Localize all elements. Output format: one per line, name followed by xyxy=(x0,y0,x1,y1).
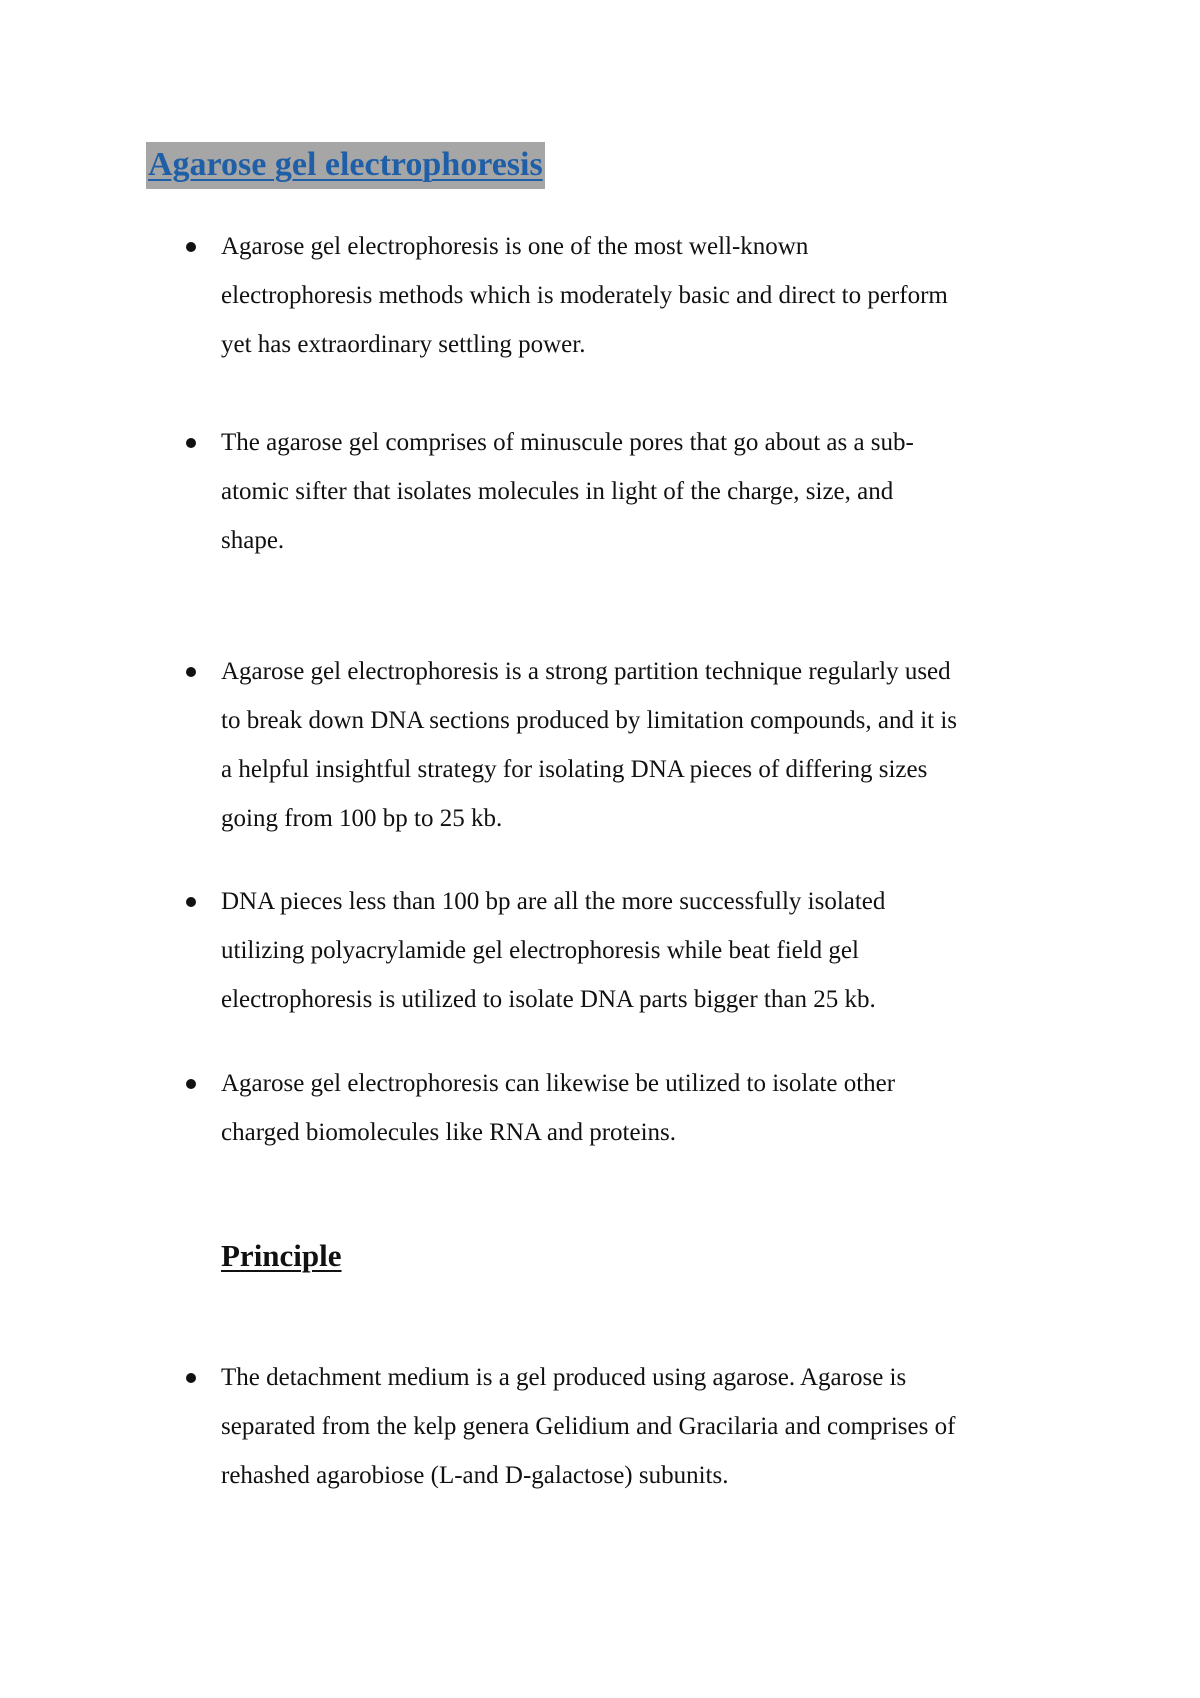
bullet-text: The detachment medium is a gel produced using agarose. Agarose is separated from the kelp genera Gelidium and Gracilaria and comprises of rehashed agarobiose (L-and D-galactose) subunits. xyxy=(221,1364,956,1489)
bullet-text: Agarose gel electrophoresis is one of the most well-known electrophoresis methods which is moderately basic and direct to perform yet has extraordinary settling power. xyxy=(221,233,948,358)
bullet-text: The agarose gel comprises of minuscule pores that go about as a sub- atomic sifter that isolates molecules in light of the charge, size, and shape. xyxy=(221,429,914,554)
bullet-dot-icon xyxy=(186,242,196,252)
document-title: Agarose gel electrophoresis xyxy=(146,142,545,189)
bullet-dot-icon xyxy=(186,438,196,448)
bullet-item xyxy=(186,222,1086,369)
bullet-dot-icon xyxy=(186,897,196,907)
bullet-item xyxy=(186,1059,1086,1157)
bullet-item xyxy=(186,418,1086,565)
bullet-item xyxy=(186,877,1086,1024)
bullet-dot-icon xyxy=(186,667,196,677)
bullet-dot-icon xyxy=(186,1373,196,1383)
bullet-text: Agarose gel electrophoresis is a strong partition technique regularly used to break down DNA sections produced by limitation compounds, and it is a helpful insightful strategy for isolating DNA pieces of differing sizes going from 100 bp to 25 kb. xyxy=(221,658,958,832)
bullet-text: DNA pieces less than 100 bp are all the more successfully isolated utilizing polyacrylamide gel electrophoresis while beat field gel electrophoresis is utilized to isolate DNA parts bigger than 25 kb. xyxy=(221,888,886,1013)
bullet-item xyxy=(186,1353,1086,1500)
section-heading-principle: Principle xyxy=(221,1238,342,1273)
bullet-dot-icon xyxy=(186,1079,196,1089)
bullet-item xyxy=(186,647,1086,843)
bullet-text: Agarose gel electrophoresis can likewise be utilized to isolate other charged biomolecules like RNA and proteins. xyxy=(221,1070,896,1146)
